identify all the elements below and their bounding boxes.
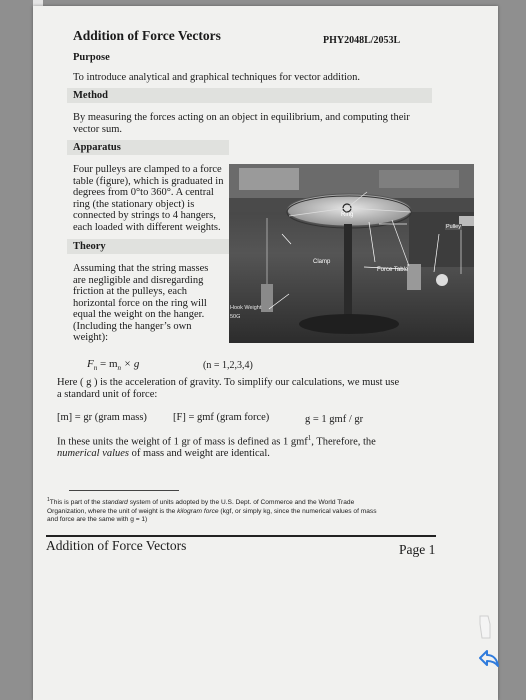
footnote-3: and force are the same with g = 1): [47, 516, 148, 524]
footnote-2b: (kgf, or simply kg, since the numerical values of mass: [218, 507, 377, 515]
apparatus-heading: Apparatus: [73, 142, 121, 153]
units-g: g = 1 gmf / gr: [305, 414, 364, 425]
theory-line: horizontal force on the ring will: [73, 297, 207, 309]
gravity-line: a standard unit of force:: [57, 388, 158, 400]
eq-F-sub: n: [93, 364, 98, 373]
footer-rule: [46, 535, 436, 537]
theory-heading: Theory: [73, 241, 106, 252]
weight-text-italic: numerical values: [57, 448, 130, 459]
label-clamp: Clamp: [313, 259, 331, 265]
label-ring: Ring: [341, 212, 354, 218]
share-icon[interactable]: [478, 648, 500, 668]
footer-title: Addition of Force Vectors: [46, 538, 187, 553]
purpose-text: To introduce analytical and graphical techniques for vector addition.: [73, 72, 361, 83]
weight-paragraph: [57, 433, 477, 460]
footer-page-number: Page 1: [399, 542, 436, 557]
theory-line: equal the weight on the hanger.: [73, 309, 205, 320]
apparatus-line: ring (the stationary object) is: [73, 198, 195, 210]
apparatus-line: Four pulleys are clamped to a force: [73, 164, 222, 175]
label-force-table: Force Table: [377, 267, 409, 273]
weight-footnote-mark: 1: [307, 434, 312, 442]
gravity-text: [57, 377, 399, 400]
weight-text-1: In these units the weight of 1 gr of mass is defined as 1 gmf: [57, 436, 308, 448]
footnote-1a: This is part of the: [49, 499, 103, 507]
document-title: Addition of Force Vectors: [73, 28, 221, 43]
apparatus-line: connected by strings to 4 hangers,: [73, 210, 216, 221]
footnote-1i: standard: [102, 499, 128, 507]
theory-line: weight):: [73, 332, 108, 343]
apparatus-line: degrees from 0°to 360°. A central: [73, 187, 214, 198]
method-line: vector sum.: [73, 123, 122, 135]
course-code: PHY2048L/2053L: [323, 35, 401, 46]
force-table-illustration: [229, 164, 474, 343]
eq-m-sub: n: [117, 364, 121, 373]
method-line: By measuring the forces acting on an object in equilibrium, and computing their: [73, 112, 410, 123]
force-equation: [87, 358, 139, 372]
theory-line: (Including the hanger’s own: [73, 320, 192, 332]
gravity-line: Here ( g ) is the acceleration of gravity. To simplify our calculations, we must use: [57, 377, 400, 388]
method-heading-shade: [67, 88, 432, 103]
theory-text: [73, 263, 208, 344]
footnote: [47, 496, 447, 525]
force-table-photo: [229, 164, 474, 343]
footnote-rule: [69, 490, 179, 491]
apparatus-line: each loaded with different weights.: [73, 221, 221, 233]
document-page: [33, 6, 498, 700]
method-text: [73, 112, 410, 135]
theory-line: are negligible and disregarding: [73, 274, 204, 286]
eq-equals: = m: [97, 358, 118, 370]
label-weight-value: 50G: [230, 314, 241, 320]
label-hook-weight: Hook Weight: [230, 305, 262, 311]
apparatus-line: table (figure), which is graduated in: [73, 175, 224, 187]
purpose-heading: Purpose: [73, 52, 110, 63]
eq-times-g: × g: [121, 358, 140, 370]
footnote-2a: Organization, where the unit of weight is the: [47, 507, 178, 515]
weight-text-2: , Therefore, the: [311, 436, 376, 448]
footnote-2i: kilogram force: [177, 507, 219, 515]
weight-text-3: of mass and weight are identical.: [129, 448, 270, 459]
eq-F: F: [87, 358, 94, 370]
apparatus-text: [73, 164, 223, 233]
label-pulley: Pulley: [446, 224, 461, 230]
method-heading: Method: [73, 90, 108, 101]
theory-line: Assuming that the string masses: [73, 263, 209, 274]
units-force: [F] = gmf (gram force): [173, 412, 270, 423]
pull-tab-icon[interactable]: [476, 614, 494, 640]
units-mass: [m] = gr (gram mass): [57, 412, 147, 423]
theory-line: friction at the pulleys, each: [73, 286, 187, 297]
equation-index: (n = 1,2,3,4): [203, 360, 253, 371]
footnote-mark: 1: [47, 497, 50, 503]
footnote-1b: system of units adopted by the U.S. Dept. of Commerce and the World Trade: [127, 499, 355, 507]
